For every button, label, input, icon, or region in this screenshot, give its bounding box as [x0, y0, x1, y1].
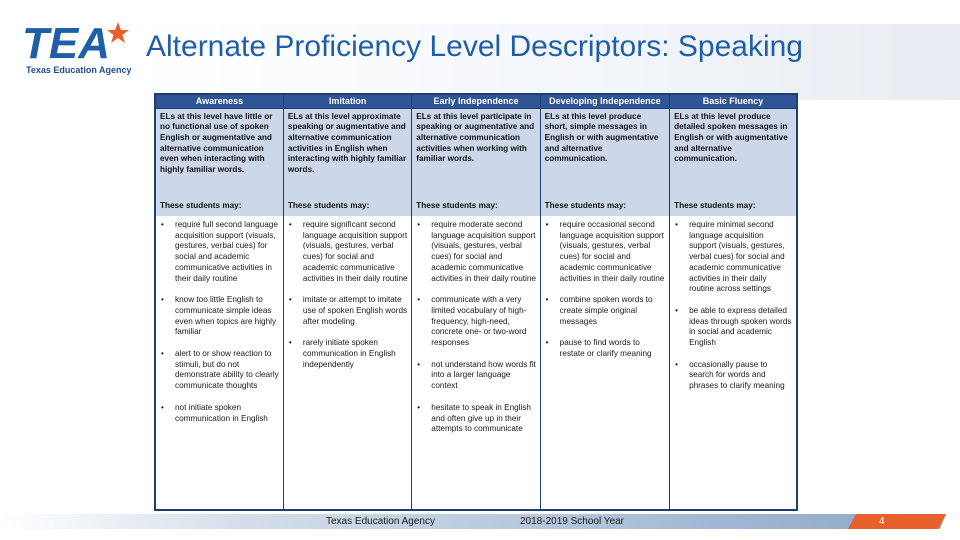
list-item	[159, 295, 280, 338]
list-item	[673, 220, 793, 295]
bullet-icon: •	[417, 295, 421, 305]
list-item	[287, 220, 408, 284]
may-label-cell: These students may:	[155, 198, 283, 216]
list-item-text: alert to or show reaction to stimuli, but do not demonstrate ability to clearly communicate thoughts	[175, 349, 279, 391]
list-item-text: require occasional second language acquisition support (visuals, gestures, verbal cues) for social and academic communicative activities in their daily routine	[559, 220, 665, 283]
list-item-text: pause to find words to restate or clarify meaning	[559, 338, 652, 359]
list-item-text: combine spoken words to create simple original messages	[559, 295, 653, 326]
list-item-text: communicate with a very limited vocabulary of high-frequency, high-need, concrete one- or two-word responses	[431, 295, 527, 348]
bullet-icon: •	[161, 402, 164, 412]
bullet-icon: •	[288, 338, 292, 348]
behavior-list-cell	[670, 216, 797, 510]
bullet-icon: •	[675, 220, 678, 229]
behavior-list-row	[155, 216, 797, 510]
behavior-list	[673, 220, 793, 392]
behavior-list-cell	[283, 216, 411, 510]
logo-subtitle: Texas Education Agency	[26, 65, 132, 75]
may-label-cell: These students may:	[283, 198, 411, 216]
column-header-awareness: Awareness	[155, 94, 283, 108]
behavior-list	[159, 220, 280, 424]
description-cell: ELs at this level participate in speaking or augmentative and alternative communication activities when working with familiar words.	[412, 108, 540, 198]
list-item-text: require minimal second language acquisition support (visuals, gestures, verbal cues) for social and academic communicative activities in their daily routine across settings	[689, 220, 785, 294]
behavior-list	[287, 220, 408, 370]
list-item	[159, 403, 280, 424]
tea-logo	[22, 20, 132, 78]
behavior-list-cell	[412, 216, 540, 510]
list-item-text: occasionally pause to search for words and phrases to clarify meaning	[689, 359, 785, 391]
list-item-text: not understand how words fit into a larger language context	[431, 359, 536, 391]
bullet-icon: •	[161, 295, 164, 305]
list-item-text: know too little English to communicate simple ideas even when topics are highly familiar	[175, 295, 277, 337]
description-cell: ELs at this level produce detailed spoken messages in English or with augmentative and alternative communication.	[670, 108, 797, 198]
footer-accent-tab	[848, 514, 946, 529]
description-row	[155, 108, 797, 198]
footer-bar	[0, 514, 946, 529]
description-cell: ELs at this level produce short, simple messages in English or with augmentative and alternative communication.	[540, 108, 669, 198]
list-item	[415, 220, 536, 284]
tea-logo-mark	[22, 20, 132, 64]
may-label-cell: These students may:	[540, 198, 669, 216]
may-label-row	[155, 198, 797, 216]
bullet-icon: •	[675, 359, 678, 369]
behavior-list	[415, 220, 536, 435]
list-item	[544, 295, 666, 327]
bullet-icon: •	[545, 295, 549, 305]
behavior-list-cell	[540, 216, 669, 510]
footer-gradient-band	[0, 514, 946, 529]
bullet-icon: •	[288, 220, 292, 229]
column-header-basic-fluency: Basic Fluency	[670, 94, 797, 108]
list-item	[159, 220, 280, 284]
list-item-text: require full second language acquisition support (visuals, gestures, verbal cues) for social and academic communicative activities in their daily routine	[175, 220, 278, 283]
list-item	[415, 403, 536, 435]
list-item-text: imitate or attempt to imitate use of spoken English words after modeling	[302, 295, 408, 326]
behavior-list	[544, 220, 666, 360]
bullet-icon: •	[545, 338, 549, 348]
list-item	[159, 349, 280, 392]
list-item	[287, 295, 408, 327]
list-item	[544, 220, 666, 284]
bullet-icon: •	[161, 220, 164, 229]
bullet-icon: •	[288, 295, 292, 305]
list-item-text: rarely initiate spoken communication in English independently	[302, 338, 396, 369]
list-item	[287, 338, 408, 370]
list-item-text: require moderate second language acquisition support (visuals, gestures, verbal cues) for social and academic communicative activities in their daily routine	[431, 220, 536, 283]
footer-organization: Texas Education Agency	[326, 516, 435, 527]
list-item-text: hesitate to speak in English and often give up in their attempts to communicate	[431, 402, 531, 434]
bullet-icon: •	[161, 349, 164, 359]
header-row	[155, 94, 797, 108]
page-number: 4	[879, 516, 885, 527]
bullet-icon: •	[417, 359, 421, 369]
footer-school-year: 2018-2019 School Year	[520, 516, 624, 527]
description-cell: ELs at this level have little or no functional use of spoken English or augmentative and alternative communication even when interacting with highly familiar words.	[155, 108, 283, 198]
bullet-icon: •	[417, 220, 421, 229]
behavior-list-cell	[155, 216, 283, 510]
column-header-early-independence: Early Independence	[412, 94, 540, 108]
bullet-icon: •	[417, 402, 421, 412]
bullet-icon: •	[545, 220, 549, 229]
description-cell: ELs at this level approximate speaking or augmentative and alternative communication activities in English when interacting with highly familiar words.	[283, 108, 411, 198]
list-item	[673, 360, 793, 392]
list-item	[544, 338, 666, 359]
bullet-icon: •	[675, 305, 678, 315]
may-label-cell: These students may:	[412, 198, 540, 216]
list-item	[415, 295, 536, 349]
list-item-text: not initiate spoken communication in English	[175, 402, 268, 423]
page-title: Alternate Proficiency Level Descriptors: Speaking	[146, 30, 803, 63]
column-header-imitation: Imitation	[283, 94, 411, 108]
list-item-text: be able to express detailed ideas through spoken words in social and academic English	[689, 305, 792, 348]
star-icon	[107, 22, 129, 43]
list-item	[673, 306, 793, 349]
tea-logo-letters: TEA	[22, 20, 110, 64]
column-header-developing-independence: Developing Independence	[540, 94, 669, 108]
list-item	[415, 360, 536, 392]
descriptor-table	[154, 93, 798, 511]
may-label-cell: These students may:	[670, 198, 797, 216]
list-item-text: require significant second language acquisition support (visuals, gestures, verbal cues) for social and academic communicative activities in their daily routine	[302, 220, 408, 283]
